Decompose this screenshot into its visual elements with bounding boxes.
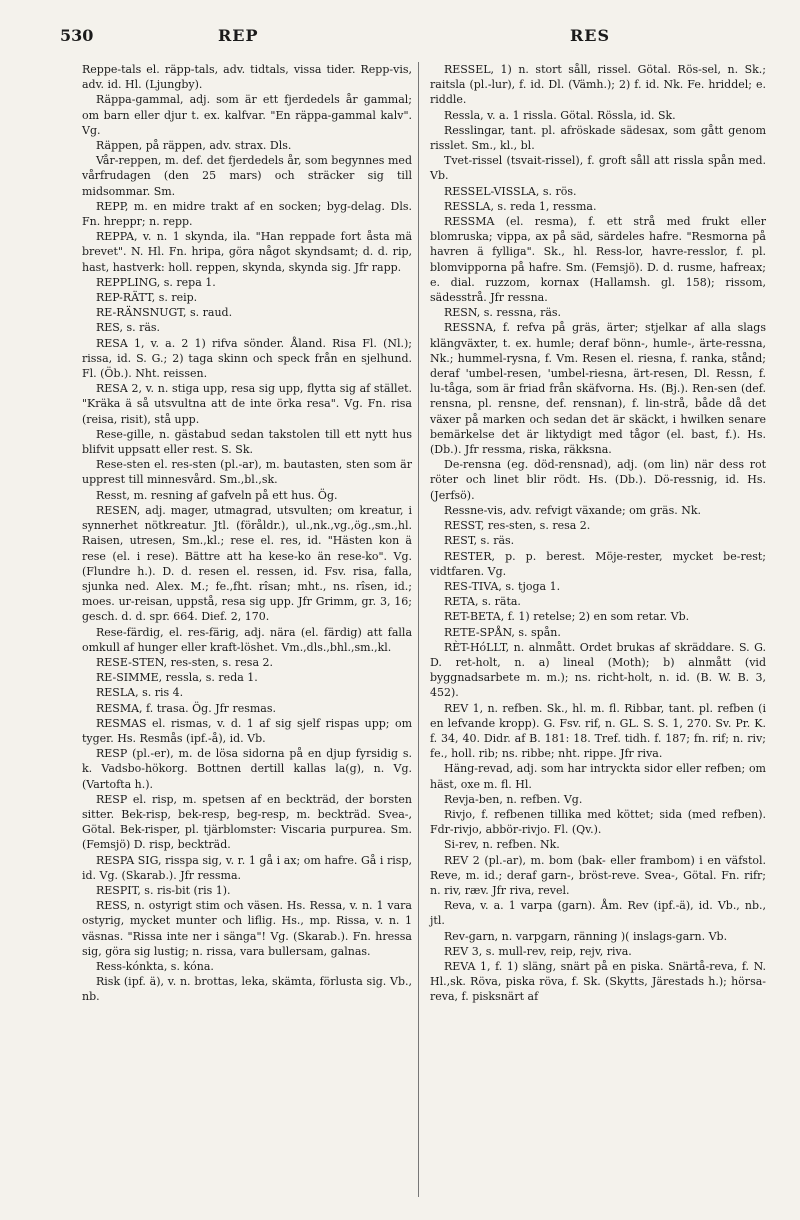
entry: RESMA, f. trasa. Ög. Jfr resmas. xyxy=(96,701,276,715)
entry: RES-TIVA, s. tjoga 1. xyxy=(444,579,561,593)
column-divider xyxy=(418,62,419,1197)
entry: Resst, m. resning af gafveln på ett hus. Ög. xyxy=(96,488,338,502)
entry: RESSEL, 1) n. stort såll, rissel. Götal. Rös-sel, n. Sk.; raitsla (pl.-lur), f. id. Dl. (Vämh.); 2) f. id. Nk. Fe. hriddel; e. riddle. xyxy=(430,63,766,107)
entry: RESSNA, f. refva på gräs, ärter; stjelkar af alla slags klängväxter, t. ex. humle; deraf bönn-, humle-, ärte-ressna, Nk.; hummel-rysna, f. Vm. Resen el. riesna, f. ranka, stånd; deraf 'umbel-resen, 'umbel-riesna, ärt-resen, Dl. Ressn, f. lu-tåga, som är friad från skäfvorna. Hs. (Bj.). Ren-sen (def. rensna, pl. rensne, def. rensnan), f. lin-strå, både då det växer på marken och sedan det är skäckt, i hwilken senare bemärkelse det är liktydigt med tågor (el. bast, f.). Hs. (Db.). Jfr ressma, riska, räkksna. xyxy=(430,321,766,457)
entry: RESE-STEN, res-sten, s. resa 2. xyxy=(96,655,273,669)
entry: Rese-gille, n. gästabud sedan takstolen till ett nytt hus blifvit uppsatt eller rest. S. Sk. xyxy=(82,427,412,457)
entry: RESTER, p. p. berest. Möje-rester, mycket be-rest; vidtfaren. Vg. xyxy=(430,549,766,578)
page-header xyxy=(60,26,740,56)
entry: Räppen, på räppen, adv. strax. Dls. xyxy=(96,139,292,153)
entry: Ressne-vis, adv. refvigt växande; om gräs. Nk. xyxy=(444,503,702,517)
left-running-head: REP xyxy=(218,26,259,45)
entry: REV 1, n. refben. Sk., hl. m. fl. Ribbar, tant. pl. refben (i en lefvande kropp). G. Fsv. rif, n. GL. S. S. 1, 270. Sv. Pr. K. f. 34, 40. Didr. af B. 181: 18. Tref. tidh. f. 187; fn. rif; n. riv; fe., holl. rib; ns. ribbe; nht. rippe. Jfr riva. xyxy=(430,701,766,761)
entry: RETA, s. räta. xyxy=(444,595,521,609)
entry: Rese-sten el. res-sten (pl.-ar), m. bautasten, sten som är upprest till minnesvård. Sm.,bl.,sk. xyxy=(82,458,412,487)
entry: RES, s. räs. xyxy=(96,321,161,335)
entry: Ress-kónkta, s. kóna. xyxy=(96,959,214,973)
entry: REVA 1, f. 1) släng, snärt på en piska. Snärtå-reva, f. N. Hl.,sk. Röva, piska röva, f. Sk. (Skytts, Järestads h.); hörsa-reva, f. pisksnärt af xyxy=(430,959,766,1004)
entry: RESA 1, v. a. 2 1) rifva sönder. Åland. Risa Fl. (Nl.); rissa, id. S. G.; 2) taga skinn och speck från en sjelhund. Fl. (Öb.). Nht. reissen. xyxy=(82,336,412,381)
entry: Vår-reppen, m. def. det fjerdedels år, som begynnes med vårfrudagen (den 25 mars) och sträcker sig till midsommar. Sm. xyxy=(82,154,412,198)
entry: RESN, s. ressna, räs. xyxy=(444,306,562,320)
left-column xyxy=(82,62,412,1005)
entry: Risk (ipf. ä), v. n. brottas, leka, skämta, förlusta sig. Vb., nb. xyxy=(82,975,412,1004)
entry: RESST, res-sten, s. resa 2. xyxy=(444,519,591,533)
entry: Rivjo, f. refbenen tillika med köttet; sida (med refben). Fdr-rivjo, abbör-rivjo. Fl. (Qv.). xyxy=(430,807,766,837)
entry: RET-BETA, f. 1) retelse; 2) en som retar. Vb. xyxy=(444,610,690,624)
entry: REST, s. räs. xyxy=(444,534,515,548)
entry: Räppa-gammal, adj. som är ett fjerdedels år gammal; om barn eller djur t. ex. kalfvar. "En räppa-gammal kalv". Vg. xyxy=(82,93,412,137)
entry: RESPIT, s. ris-bit (ris 1). xyxy=(96,883,231,897)
entry: Ressla, v. a. 1 rissla. Götal. Rössla, id. Sk. xyxy=(444,108,676,122)
entry: RESP el. risp, m. spetsen af en beckträd, der borsten sitter. Bek-risp, bek-resp, beg-resp, m. beckträd. Svea-, Götal. Bek-risper, pl. tjärblomster: Viscaria purpurea. Sm. (Femsjö) D. risp, beckträd. xyxy=(82,792,412,852)
right-column xyxy=(430,62,766,1005)
entry: De-rensna (eg. död-rensnad), adj. (om lin) när dess rot röter och linet blir rödt. Hs. (Db.). Dö-ressnig, id. Hs. (Jerfsö). xyxy=(430,458,766,502)
entry: RESMAS el. rismas, v. d. 1 af sig sjelf rispas upp; om tyger. Hs. Resmås (ipf.-å), id. Vb. xyxy=(82,716,412,745)
entry: REPPA, v. n. 1 skynda, ila. "Han reppade fort åsta mä brevet". N. Hl. Fn. hripa, göra något skyndsamt; d. d. rip, hast, hastverk: holl. reppen, skynda, skynda sig. Jfr rapp. xyxy=(82,230,412,274)
entry: REPP, m. en midre trakt af en socken; byg-delag. Dls. Fn. hreppr; n. repp. xyxy=(82,199,412,229)
entry: Reppe-tals el. räpp-tals, adv. tidtals, vissa tider. Repp-vis, adv. id. Hl. (Ljungby). xyxy=(82,63,412,92)
entry: RESLA, s. ris 4. xyxy=(96,686,184,700)
entry: Revja-ben, n. refben. Vg. xyxy=(444,792,583,806)
entry: REV 3, s. mull-rev, reip, rejv, riva. xyxy=(444,944,632,958)
entry: RÈT-HóLLT, n. alnmått. Ordet brukas af skräddare. S. G. D. ret-holt, n. a) lineal (Moth); b) alnmått (vid byggnadsarbete m. m.); ns. richt-holt, n. id. (B. W. B. 3, 452). xyxy=(430,640,766,700)
entry: Si-rev, n. refben. Nk. xyxy=(444,838,560,852)
entry: RESA 2, v. n. stiga upp, resa sig upp, flytta sig af stället. "Kräka ä så utsvultna att de inte örka resa". Vg. Fn. risa (reisa, risit), stå upp. xyxy=(82,382,412,426)
entry: REP-RÄTT, s. reip. xyxy=(96,291,198,305)
entry: Rese-färdig, el. res-färig, adj. nära (el. färdig) att falla omkull af hunger eller kraft-löshet. Vm.,dls.,bhl.,sm.,kl. xyxy=(82,625,412,654)
entry: REPPLING, s. repa 1. xyxy=(96,275,216,289)
entry: RESSLA, s. reda 1, ressma. xyxy=(444,199,597,213)
entry: Resslingar, tant. pl. afröskade sädesax, som gått genom risslet. Sm., kl., bl. xyxy=(430,123,766,153)
entry: Reva, v. a. 1 varpa (garn). Åm. Rev (ipf.-ä), id. Vb., nb., jtl. xyxy=(430,899,766,928)
page-number: 530 xyxy=(60,26,94,45)
entry: Rev-garn, n. varpgarn, ränning )( inslags-garn. Vb. xyxy=(444,929,728,943)
entry: RETE-SPÅN, s. spån. xyxy=(444,625,561,639)
entry: Häng-revad, adj. som har intryckta sidor eller refben; om häst, oxe m. fl. Hl. xyxy=(430,762,766,791)
entry: RESSEL-VISSLA, s. rös. xyxy=(444,184,577,198)
entry: RESS, n. ostyrigt stim och väsen. Hs. Ressa, v. n. 1 vara ostyrig, mycket munter och liflig. Hs., mp. Rissa, v. n. 1 väsnas. "Rissa inte ner i sänga"! Vg. (Skarab.). Fn. hressa sig, göra sig lustig; n. rissa, vara bullersam, galnas. xyxy=(82,899,412,958)
entry: RESSMA (el. resma), f. ett strå med frukt eller blomruska; vippa, ax på säd, särdeles hafre. "Resmorna på havren ä fylliga". Sk., hl. Ress-lor, havre-resslor, f. pl. blomvipporna på hafre. Sm. (Femsjö). D. d. rusme, hafreax; e. dial. ruzzom, kornax (Hallamsh. gl. 158); rissom, sädesstrå. Jfr ressna. xyxy=(430,215,766,305)
right-running-head: RES xyxy=(569,26,610,45)
entry: RESPA SIG, risspa sig, v. r. 1 gå i ax; om hafre. Gå i risp, id. Vg. (Skarab.). Jfr ressma. xyxy=(82,853,412,882)
entry: Tvet-rissel (tsvait-rissel), f. groft såll att rissla spån med. Vb. xyxy=(430,154,766,183)
entry: RESP (pl.-er), m. de lösa sidorna på en djup fyrsidig s. k. Vadsbo-hökorg. Bottnen dertill kallas la(g), n. Vg. (Vartofta h.). xyxy=(82,747,412,791)
entry: RE-SIMME, ressla, s. reda 1. xyxy=(96,671,258,685)
entry: RESEN, adj. mager, utmagrad, utsvulten; om kreatur, i synnerhet nötkreatur. Jtl. (föråldr.), ul.,nk.,vg.,ög.,sm.,hl. Raisen, utresen, Sm.,kl.; rese el. res, id. "Hästen kon ä rese (el. i rese). Bättre att ha kese-ko än rese-ko". Vg. (Flundre h.). D. d. resen el. ressen, id. Fsv. risa, falla, sjunka ned. Alex. M.; fe.,fht. rîsan; mht., ns. rîsen, id.; moes. ur-reisan, uppstå, resa sig upp. Jfr Grimm, gr. 3, 16; gesch. d. d. spr. 664. Dief. 2, 170. xyxy=(82,503,412,624)
entry: RE-RÄNSNUGT, s. raud. xyxy=(96,306,233,320)
entry: REV 2 (pl.-ar), m. bom (bak- eller frambom) i en väfstol. Reve, m. id.; deraf garn-, bröst-reve. Svea-, Götal. Fn. rifr; n. riv, ræv. Jfr riva, revel. xyxy=(430,853,766,897)
